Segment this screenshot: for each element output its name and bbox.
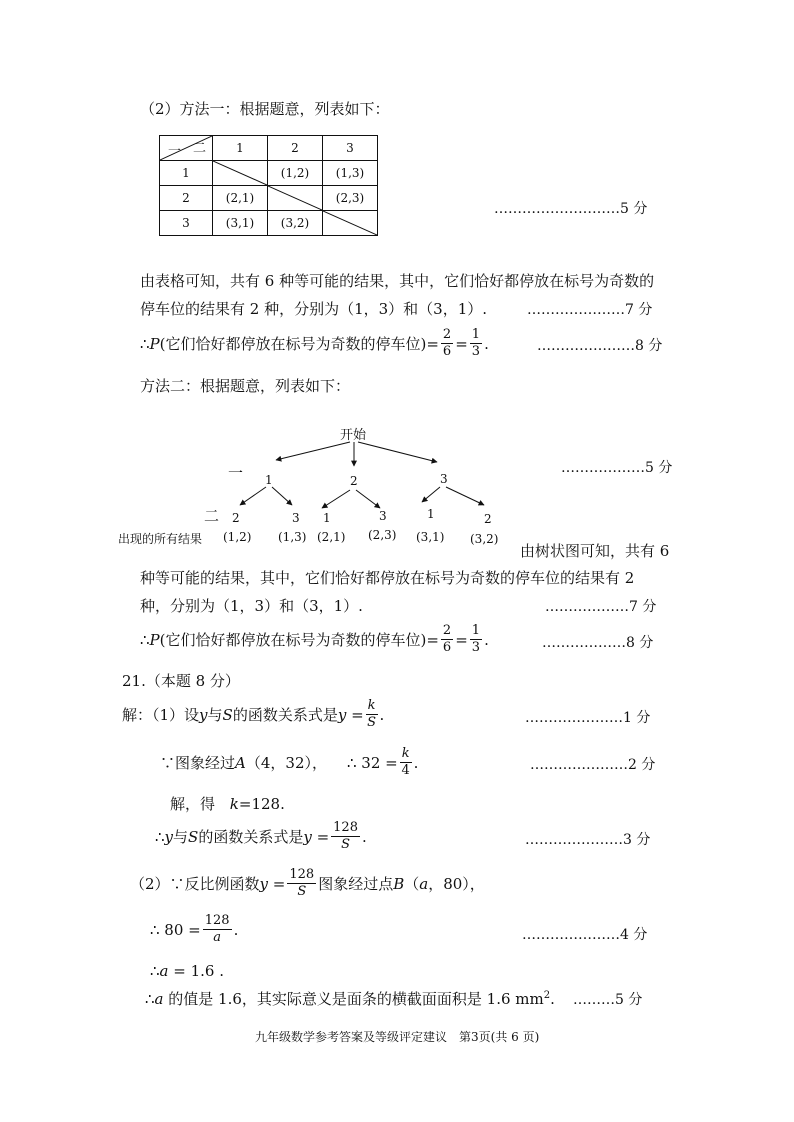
therefore-symbol: ∴ <box>140 630 150 649</box>
period: . <box>361 827 367 846</box>
score-8-tree: ………………8 分 <box>542 635 654 651</box>
tree-outcome: (3,2) <box>470 532 499 546</box>
text: 解：（1）设 <box>122 706 200 724</box>
score-3: …………………3 分 <box>525 832 651 848</box>
prob-P: P <box>149 630 160 649</box>
q21-part2-line <box>130 867 485 900</box>
tree-level2-label: 二 <box>204 507 220 525</box>
tree-conclusion-line3: 种，分别为（1，3）和（3，1）. <box>140 597 363 615</box>
var-S: S <box>188 827 199 846</box>
text: ，80）， <box>428 875 485 893</box>
tree-conclusion-line2: 种等可能的结果，其中，它们恰好都停放在标号为奇数的停车位的结果有 2 <box>140 569 635 587</box>
table-cell: (2,3) <box>323 186 378 211</box>
probability-line-2 <box>140 623 489 656</box>
denominator: S <box>341 837 351 852</box>
method2-heading: 方法二：根据题意，列表如下： <box>140 377 351 395</box>
therefore-symbol: ∴ <box>150 962 160 980</box>
q21-because-line <box>160 746 418 779</box>
score-5-table: ………………………5 分 <box>494 201 648 217</box>
tree-start: 开始 <box>340 428 367 443</box>
text: （ <box>404 875 420 893</box>
point-B: B <box>393 874 405 893</box>
fraction-k-S <box>366 698 378 731</box>
var-y: y <box>199 705 208 724</box>
var-k: k <box>229 795 239 813</box>
var-a: a <box>154 990 164 1008</box>
y-equals: y = <box>259 874 286 893</box>
text: 的函数关系式是 <box>198 828 304 846</box>
point-A: A <box>235 753 246 772</box>
table-cell: (3,2) <box>268 211 323 236</box>
numerator: 2 <box>442 327 452 342</box>
q21-a-value-line <box>150 962 224 980</box>
denominator: 4 <box>401 763 410 778</box>
y-equals: y = <box>337 705 364 724</box>
superscript: 2 <box>543 990 551 1001</box>
row-label: 3 <box>160 211 213 236</box>
denominator: S <box>367 715 377 730</box>
tree-node: 2 <box>232 511 240 525</box>
fraction-k-4 <box>400 746 412 779</box>
period: . <box>379 705 385 724</box>
fraction-128-a <box>203 913 232 946</box>
fraction-1-3 <box>470 623 482 656</box>
table-cell: (2,1) <box>213 186 268 211</box>
numerator: 1 <box>471 327 481 342</box>
prob-event: (它们恰好都停放在标号为奇数的停车位)= <box>159 335 439 353</box>
period: . <box>484 334 489 353</box>
tree-level1-label: 一 <box>228 464 244 482</box>
text: ∵图象经过 <box>160 754 236 772</box>
numerator: 1 <box>471 623 481 638</box>
tree-outcome-label: 出现的所有结果 <box>118 532 203 546</box>
denominator: 3 <box>471 344 481 359</box>
text: （2）∵反比例函数 <box>130 875 260 893</box>
page-footer: 九年级数学参考答案及等级评定建议 第3页(共 6 页) <box>255 1030 540 1044</box>
table-header: 2 <box>268 136 323 161</box>
text: 解，得 <box>170 795 216 813</box>
q21-part1-line <box>122 698 384 731</box>
table-cell: (3,1) <box>213 211 268 236</box>
text: 图象经过点 <box>318 875 394 893</box>
table-cell: (1,2) <box>268 161 323 186</box>
text: ∴ 32 = <box>347 753 398 772</box>
score-7-tree: ………………7 分 <box>545 599 657 615</box>
denominator: 3 <box>471 640 481 655</box>
score-8-table: …………………8 分 <box>537 338 663 354</box>
row-label: 1 <box>160 161 213 186</box>
text: 与 <box>207 706 223 724</box>
method1-heading: （2）方法一：根据题意，列表如下： <box>140 100 390 118</box>
corner-bottom-label: 一 <box>168 144 182 159</box>
tree-node: 3 <box>440 472 448 486</box>
table-header: 3 <box>323 136 378 161</box>
text: 的函数关系式是 <box>232 706 338 724</box>
text: （4，32）， <box>245 754 327 772</box>
tree-outcome: (1,3) <box>278 530 307 544</box>
period: . <box>550 990 555 1008</box>
var-a: a <box>419 874 429 893</box>
score-1: …………………1 分 <box>525 710 651 726</box>
table-header: 1 <box>213 136 268 161</box>
numerator: 2 <box>442 623 452 638</box>
tree-node: 1 <box>427 507 435 521</box>
fraction-128-S <box>287 867 316 900</box>
q21-final-line <box>145 988 555 1009</box>
tree-conclusion-line1: 由树状图可知，共有 6 <box>520 542 670 560</box>
period: . <box>484 630 489 649</box>
therefore-symbol: ∴ <box>140 334 150 353</box>
therefore-symbol: ∴ <box>155 827 165 846</box>
var-a: a <box>159 962 169 980</box>
fraction-2-6 <box>441 623 453 656</box>
text: = 1.6 . <box>168 962 224 980</box>
tree-outcome: (3,1) <box>416 530 445 544</box>
q21-conclusion-line <box>155 820 367 853</box>
score-5-tree: ………………5 分 <box>561 460 673 476</box>
denominator: 6 <box>442 640 452 655</box>
tree-outcome: (2,1) <box>317 530 346 544</box>
var-y: y <box>164 827 174 846</box>
numerator: 128 <box>333 820 358 835</box>
numerator: 128 <box>204 913 230 928</box>
tree-outcome: (1,2) <box>223 530 252 544</box>
numerator: k <box>401 746 410 761</box>
score-7-table: …………………7 分 <box>527 302 653 318</box>
tree-node: 1 <box>323 511 331 525</box>
table-conclusion-line1: 由表格可知，共有 6 种等可能的结果，其中，它们恰好都停放在标号为奇数的 <box>140 272 655 290</box>
therefore-symbol: ∴ <box>145 990 155 1008</box>
numerator: k <box>367 698 376 713</box>
denominator: 6 <box>442 344 452 359</box>
score-4: …………………4 分 <box>522 927 648 943</box>
denominator: a <box>213 930 222 945</box>
q21-solve-line <box>170 793 285 814</box>
text: 的值是 1.6，其实际意义是面条的横截面面积是 1.6 mm <box>163 990 544 1008</box>
text: 与 <box>173 828 189 846</box>
equals: = <box>455 630 468 649</box>
row-label: 2 <box>160 186 213 211</box>
score-5-final: ………5 分 <box>573 992 643 1008</box>
var-S: S <box>222 705 233 724</box>
equals: = <box>455 334 468 353</box>
q21-80-line <box>150 913 238 946</box>
tree-outcome: (2,3) <box>368 528 397 542</box>
denominator: S <box>297 884 307 899</box>
tree-node: 2 <box>350 474 358 488</box>
tree-node: 3 <box>292 511 300 525</box>
tree-node: 3 <box>379 509 387 523</box>
tree-node: 1 <box>265 473 273 487</box>
period: . <box>233 920 239 939</box>
fraction-128-S <box>331 820 360 853</box>
prob-P: P <box>149 334 160 353</box>
text: ∴ 80 = <box>150 920 201 939</box>
table-cell: (1,3) <box>323 161 378 186</box>
tree-node: 2 <box>484 512 492 526</box>
numerator: 128 <box>289 867 315 882</box>
y-equals: y = <box>303 827 330 846</box>
table-conclusion-line2: 停车位的结果有 2 种，分别为（1，3）和（3，1）. <box>140 300 488 318</box>
score-2: …………………2 分 <box>530 757 656 773</box>
q21-title: 21.（本题 8 分） <box>122 672 240 690</box>
period: . <box>413 753 419 772</box>
prob-event: (它们恰好都停放在标号为奇数的停车位)= <box>159 631 439 649</box>
corner-top-label: 二 <box>192 141 206 156</box>
text: =128. <box>238 795 285 813</box>
